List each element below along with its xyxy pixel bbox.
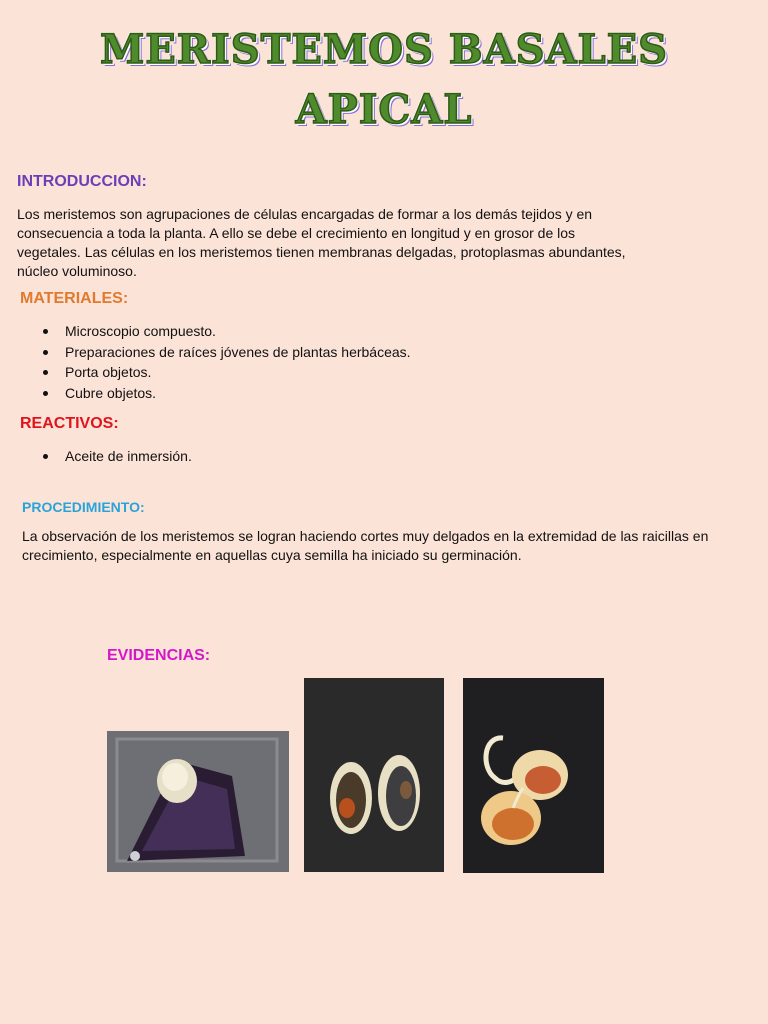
list-item: Porta objetos. [17, 362, 411, 383]
reactivos-list [17, 446, 192, 467]
list-item: Cubre objetos. [17, 383, 411, 404]
materiales-heading: MATERIALES: [20, 290, 129, 307]
evidence-photo-germinated-seeds [463, 678, 604, 873]
procedimiento-heading: PROCEDIMIENTO: [22, 499, 145, 515]
materiales-list [17, 321, 411, 403]
evidence-photo-slide-section [107, 731, 289, 872]
list-item: Preparaciones de raíces jóvenes de plantas herbáceas. [17, 342, 411, 363]
list-item: Microscopio compuesto. [17, 321, 411, 342]
evidencias-heading: EVIDENCIAS: [107, 647, 211, 664]
title-line-1: MERISTEMOS BASALES [99, 26, 669, 73]
list-item: Aceite de inmersión. [17, 446, 192, 467]
procedimiento-text: La observación de los meristemos se logran haciendo cortes muy delgados en la extremidad de las raicillas en crecimiento, especialmente en aquellas cuya semilla ha iniciado su germinación. [22, 528, 709, 563]
reactivos-heading: REACTIVOS: [20, 415, 119, 432]
introduccion-text: Los meristemos son agrupaciones de células encargadas de formar a los demás tejidos y en consecuencia a toda la planta. A ello se debe el crecimiento en longitud y en grosor de los vegetales. Las células en los meristemos tienen membranas delgadas, protoplasmas abundantes, núcleo voluminoso. [17, 206, 626, 279]
title-line-2: APICAL [295, 86, 473, 133]
evidence-photo-seed-halves [304, 678, 444, 872]
introduccion-heading: INTRODUCCION: [17, 173, 147, 190]
